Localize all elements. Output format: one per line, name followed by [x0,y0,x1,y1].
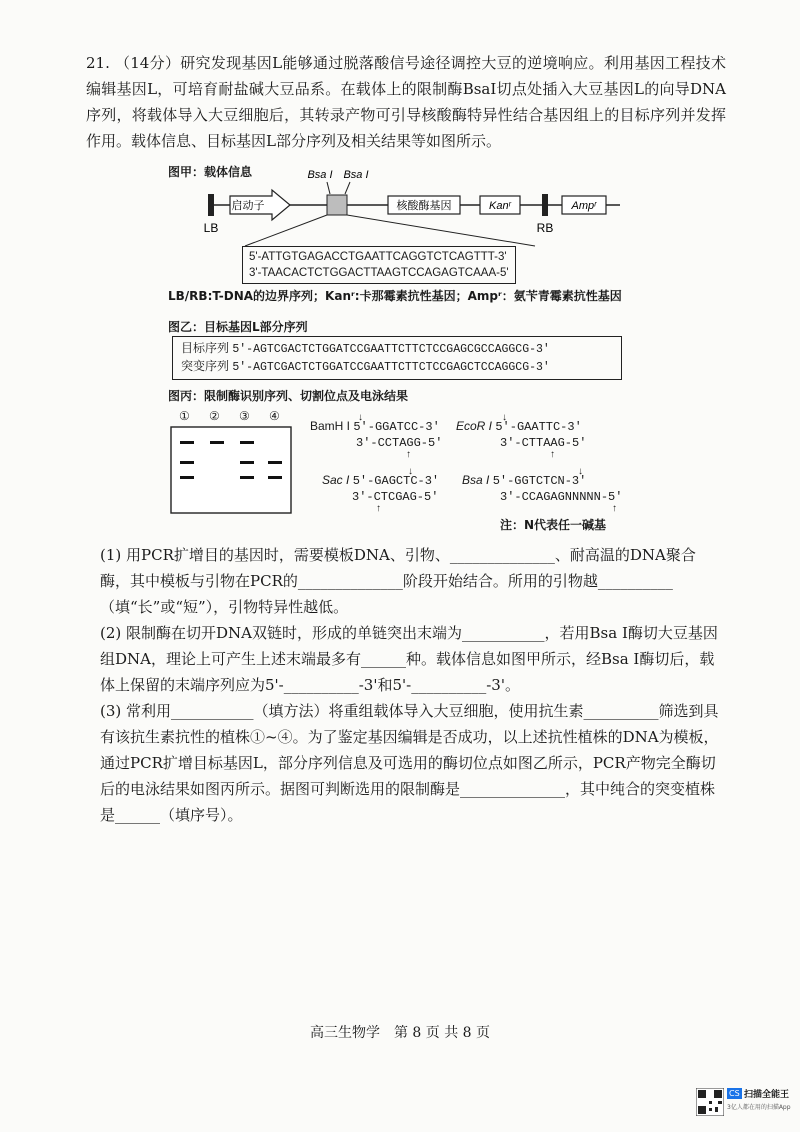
lb-label: LB [203,221,219,235]
enzyme-bottom-seq: 3'-CTTAAG-5' [500,436,587,450]
rb-border-mark [542,194,548,216]
promoter-label: 启动子 [231,200,265,212]
lane-label-2: ② [209,409,220,423]
enzyme-bottom-seq: 3'-CCAGAGNNNNN-5' [500,490,623,504]
fig-a-legend: LB/RB:T-DNA的边界序列；Kanʳ:卡那霉素抗性基因；Ampʳ：氨苄青霉素抗性基因 [168,289,622,303]
question-number: 21. [86,54,110,72]
page-footer: 高三生物学 第 8 页 共 8 页 [309,1025,491,1041]
mutant-seq: 5'-AGTCGACTCTGGATCCGAATTCTTCTCCGAGCTCCAGGCG-3' [232,361,550,374]
sub-question-2 [100,620,724,698]
gel-band [240,461,254,464]
sub-question-text: 限制酶在切开DNA双链时，形成的单链突出末端为___________，若用Bsa I酶切大豆基因组DNA，理论上可产生上述末端最多有______种。载体信息如图甲所示，经Bsa I酶切后，载体上保留的末端序列应为5'-__________-3'和5'-__________-3'。 [100,624,718,694]
insert-sequence-box [242,246,516,284]
gel-electrophoresis [170,426,292,514]
gel-band [180,461,194,464]
target-seq: 5'-AGTCGACTCTGGATCCGAATTCTTCTCCGAGCGCCAGGCG-3' [232,343,550,356]
insert-seq-bottom: 3'-TAACACTCTGGACTTAAGTCCAGAGTCAAA-5' [249,267,509,279]
enzyme-name: Sac I [322,473,350,487]
enzyme-top-seq: 5'-GAATTC-3' [495,420,582,434]
enzyme-top-seq: 5'-GGTCTCN-3' [492,474,587,488]
lane-label-4: ④ [269,409,280,423]
kan-label: Kanʳ [489,200,511,212]
bsai-label-1: Bsa I [307,169,333,181]
enzyme-top-seq: 5'-GGATCC-3' [353,420,440,434]
rb-label: RB [536,221,554,235]
amp-label: Ampʳ [571,200,597,212]
watermark-title: 扫描全能王 [744,1090,790,1100]
enzyme-name: BamH I [310,419,351,433]
qr-code-icon [696,1088,724,1116]
nuclease-label: 核酸酶基因 [396,200,452,212]
enzyme-name: EcoR I [456,419,493,433]
bsai-label-2: Bsa I [343,169,369,181]
gel-band [180,476,194,479]
scanner-watermark [696,1086,790,1124]
lane-label-3: ③ [239,409,250,423]
sub-question-number: (2) [100,624,122,642]
gel-band [210,441,224,444]
gel-band [180,441,194,444]
sub-question-3 [100,698,724,828]
lane-label-1: ① [179,409,190,423]
target-label: 目标序列 [181,341,230,355]
gel-band [268,476,282,479]
sub-question-text: 用PCR扩增目的基因时，需要模板DNA、引物、______________、耐高温的DNA聚合酶，其中模板与引物在PCR的______________阶段开始结合。所用的引物越__________（填“长”或“短”），引物特异性越低。 [100,546,696,616]
fig-c-note: 注：N代表任一碱基 [500,518,607,532]
enzyme-bamhi: ↓ BamH I 5'-GGATCC-3' 3'-CCTAGG-5' ↑ [310,412,443,460]
lb-border-mark [208,194,214,216]
question-intro [86,50,726,154]
enzyme-top-seq: 5'-GAGCTC-3' [352,474,440,488]
gel-band [240,441,254,444]
enzyme-bottom-seq: 3'-CTCGAG-5' [352,490,439,504]
enzyme-ecori: ↓ EcoR I 5'-GAATTC-3' 3'-CTTAAG-5' ↑ [456,412,587,460]
cs-badge: CS [729,1089,740,1098]
enzyme-bsai: ↓ Bsa I 5'-GGTCTCN-3' 3'-CCAGAGNNNNN-5' ↑ [462,466,623,514]
insert-seq-top: 5'-ATTGTGAGACCTGAATTCAGGTCTCAGTTT-3' [249,251,507,263]
target-sequence-box [172,336,622,380]
question-intro-text: （14分）研究发现基因L能够通过脱落酸信号途径调控大豆的逆境响应。利用基因工程技术编辑基因L，可培育耐盐碱大豆品系。在载体上的限制酶BsaI切点处插入大豆基因L的向导DNA序列，将载体导入大豆细胞后，其转录产物可引导核酸酶特异性结合基因组上的目标序列并发挥作用。载体信息、目标基因L部分序列及相关结果等如图所示。 [86,54,726,150]
gel-band [240,476,254,479]
enzyme-name: Bsa I [462,473,490,487]
fig-b-title: 图乙：目标基因L部分序列 [168,320,308,334]
enzyme-saci: ↓ Sac I 5'-GAGCTC-3' 3'-CTCGAG-5' ↑ [322,466,440,514]
sub-question-number: (1) [100,546,122,564]
sub-question-1 [100,542,724,620]
enzyme-bottom-seq: 3'-CCTAGG-5' [356,436,443,450]
gel-frame [171,427,291,513]
bsai-insert-site [327,195,347,215]
watermark-subtitle: 3亿人都在用的扫描App [727,1104,791,1111]
fig-c-title: 图丙：限制酶识别序列、切割位点及电泳结果 [168,389,409,403]
sub-question-number: (3) [100,702,122,720]
gel-band [268,461,282,464]
sub-question-text: 常利用___________（填方法）将重组载体导入大豆细胞，使用抗生素__________筛选到具有该抗生素抗性的植株①~④。为了鉴定基因编辑是否成功，以上述抗性植株的DNA为模板，通过PCR扩增目标基因L，部分序列信息及可选用的酶切位点如图乙所示，PCR产物完全酶切后的电泳结果如图丙所示。据图可判断选用的限制酶是______________，其中纯合的突变植株是______（填序号）。 [100,702,719,824]
fig-a-title: 图甲：载体信息 [168,165,253,179]
mutant-label: 突变序列 [181,359,230,373]
